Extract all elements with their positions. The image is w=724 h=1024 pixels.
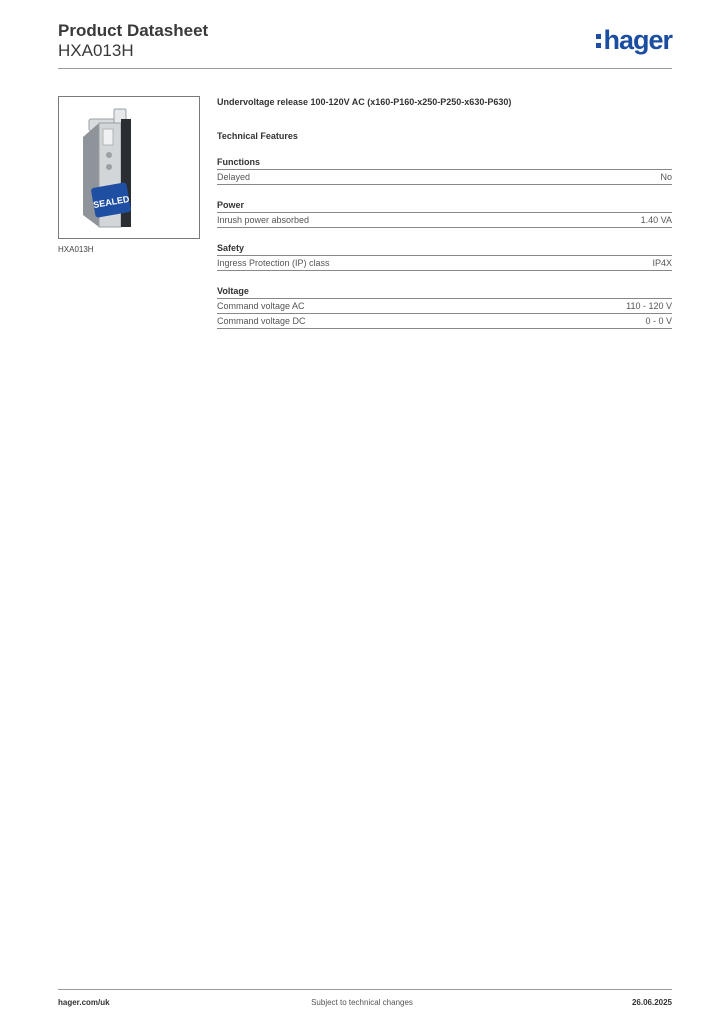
hager-logo bbox=[596, 26, 672, 54]
spec-value: 1.40 VA bbox=[640, 215, 672, 225]
page-header bbox=[58, 21, 208, 61]
section-power bbox=[217, 199, 672, 228]
section-title: Power bbox=[217, 199, 672, 213]
logo-text: hager bbox=[603, 25, 672, 55]
spec-row bbox=[217, 314, 672, 329]
footer-website-link[interactable]: hager.com/uk bbox=[58, 998, 110, 1007]
footer-date: 26.06.2025 bbox=[631, 998, 672, 1007]
footer-notice: Subject to technical changes bbox=[311, 998, 413, 1007]
section-title: Functions bbox=[217, 156, 672, 170]
spec-row bbox=[217, 256, 672, 271]
spec-row bbox=[217, 170, 672, 185]
spec-label: Command voltage AC bbox=[217, 301, 305, 311]
product-code: HXA013H bbox=[58, 41, 134, 60]
spec-label: Command voltage DC bbox=[217, 316, 306, 326]
spec-label: Inrush power absorbed bbox=[217, 215, 310, 225]
technical-features-heading: Technical Features bbox=[217, 131, 298, 141]
section-voltage bbox=[217, 285, 672, 329]
spec-value: IP4X bbox=[652, 258, 672, 268]
header-divider bbox=[58, 68, 672, 69]
section-title: Safety bbox=[217, 242, 672, 256]
spec-label: Ingress Protection (IP) class bbox=[217, 258, 330, 268]
section-functions bbox=[217, 156, 672, 185]
product-name: Undervoltage release 100-120V AC (x160-P160-x250-P250-x630-P630) bbox=[217, 97, 512, 107]
section-safety bbox=[217, 242, 672, 271]
spec-value: 0 - 0 V bbox=[645, 316, 672, 326]
image-caption: HXA013H bbox=[58, 245, 94, 254]
sealed-label: SEALED bbox=[92, 193, 131, 211]
footer-divider bbox=[58, 989, 672, 990]
spec-row bbox=[217, 299, 672, 314]
spec-value: No bbox=[660, 172, 672, 182]
spec-label: Delayed bbox=[217, 172, 251, 182]
page-title: Product Datasheet bbox=[58, 21, 209, 40]
logo-dots-icon bbox=[596, 34, 601, 48]
spec-value: 110 - 120 V bbox=[626, 301, 672, 311]
spec-row bbox=[217, 213, 672, 228]
datasheet-content bbox=[217, 96, 672, 329]
section-title: Voltage bbox=[217, 285, 672, 299]
product-image bbox=[58, 96, 200, 239]
